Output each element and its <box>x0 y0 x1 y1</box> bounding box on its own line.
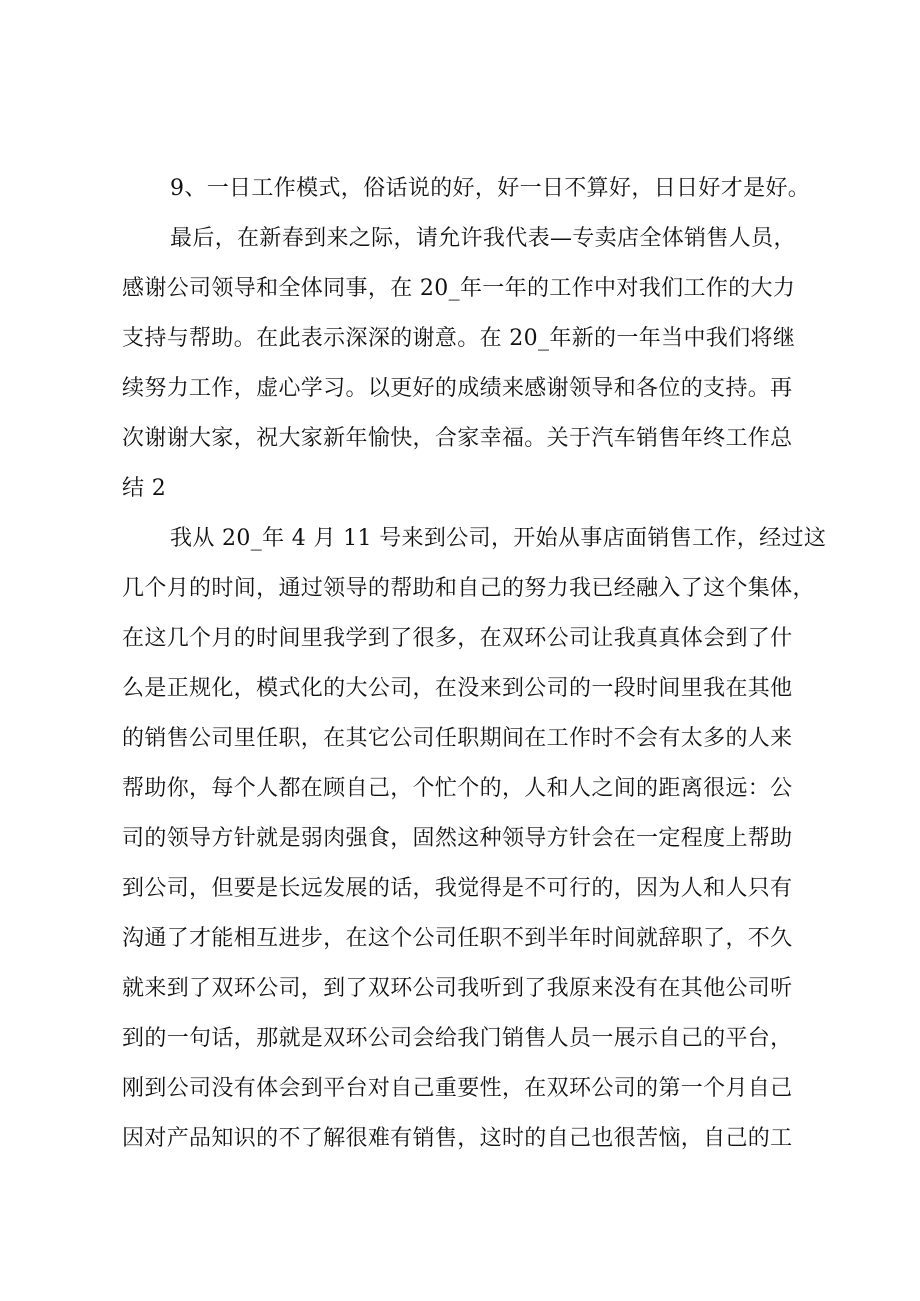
text-line: 司的领导方针就是弱肉强食，固然这种领导方针会在一定程度上帮助 <box>122 826 793 851</box>
text-line: 在这几个月的时间里我学到了很多，在双环公司让我真真体会到了什 <box>122 626 793 651</box>
text-line: 续努力工作，虚心学习。以更好的成绩来感谢领导和各位的支持。再 <box>122 376 793 401</box>
text-line: 的销售公司里任职，在其它公司任职期间在工作时不会有太多的人来 <box>122 726 793 751</box>
text-line: 帮助你，每个人都在顾自己，个忙个的，人和人之间的距离很远：公 <box>122 776 793 801</box>
text-line: 结 2 <box>122 476 167 501</box>
text-line: 支持与帮助。在此表示深深的谢意。在 20_年新的一年当中我们将继 <box>122 326 796 351</box>
text-line: 我从 20_年 4 月 11 号来到公司，开始从事店面销售工作，经过这 <box>170 526 827 551</box>
text-line: 最后，在新春到来之际，请允许我代表—专卖店全体销售人员， <box>170 226 796 251</box>
text-line: 么是正规化，模式化的大公司，在没来到公司的一段时间里我在其他 <box>122 676 793 701</box>
text-line: 刚到公司没有体会到平台对自己重要性，在双环公司的第一个月自己 <box>122 1076 793 1101</box>
text-line: 就来到了双环公司，到了双环公司我听到了我原来没有在其他公司听 <box>122 976 793 1001</box>
text-line: 沟通了才能相互进步，在这个公司任职不到半年时间就辞职了，不久 <box>122 926 793 951</box>
text-line: 9、一日工作模式，俗话说的好，好一日不算好，日日好才是好。 <box>170 176 811 201</box>
text-line: 几个月的时间，通过领导的帮助和自己的努力我已经融入了这个集体， <box>122 576 815 601</box>
text-line: 因对产品知识的不了解很难有销售，这时的自己也很苦恼，自己的工 <box>122 1126 793 1151</box>
text-line: 到公司，但要是长远发展的话，我觉得是不可行的，因为人和人只有 <box>122 876 793 901</box>
text-line: 次谢谢大家，祝大家新年愉快，合家幸福。关于汽车销售年终工作总 <box>122 426 793 451</box>
text-line: 到的一句话，那就是双环公司会给我门销售人员一展示自己的平台， <box>122 1026 793 1051</box>
text-line: 感谢公司领导和全体同事，在 20_年一年的工作中对我们工作的大力 <box>122 276 796 301</box>
